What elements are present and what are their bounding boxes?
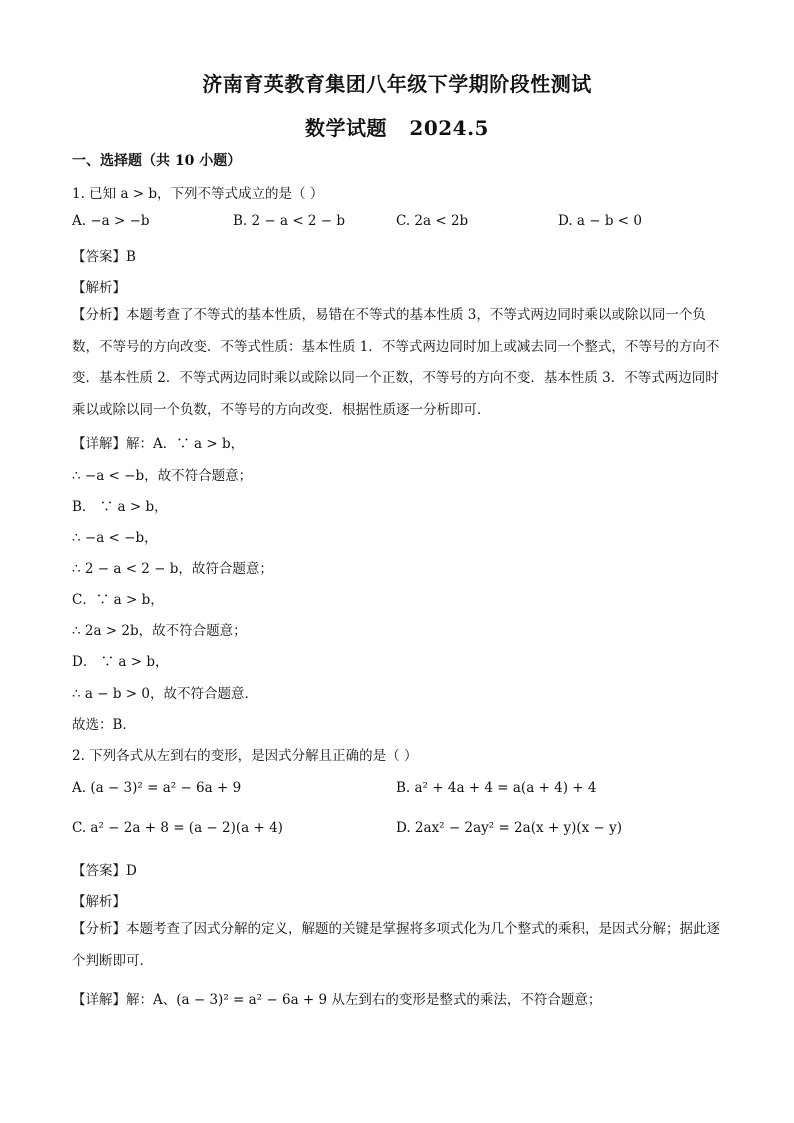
- q2-option-a: A. (a − 3)² = a² − 6a + 9: [72, 780, 242, 796]
- q1-answer: 【答案】B: [72, 249, 136, 265]
- q2-option-b: B. a² + 4a + 4 = a(a + 4) + 4: [396, 780, 597, 796]
- q2-analysis: 【分析】本题考查了因式分解的定义，解题的关键是掌握将多项式化为几个整式的乘积，是因式分解；据此逐个判断即可．: [72, 921, 720, 969]
- document-subtitle: 数学试题 2024.5: [305, 116, 489, 140]
- q1-detail-line: 【详解】解：A．∵ a > b，: [72, 436, 245, 452]
- q1-option-d: D. a − b < 0: [558, 213, 642, 229]
- q1-analysis: 【分析】本题考查了不等式的基本性质，易错在不等式的基本性质 3，不等式两边同时乘以或除以同一个负数，不等号的方向改变．不等式性质：基本性质 1．不等式两边同时加上或减去同一个整式，不等号的方向不变．基本性质 2．不等式两边同时乘以或除以同一个正数，不等号的方向不变．基本性质 3．不等式两边同时乘以或除以同一个负数，不等号的方向改变．根据性质逐一分析即可．: [72, 307, 720, 418]
- q1-detail-line: ∴ 2 − a < 2 − b，故符合题意；: [72, 561, 273, 577]
- q1-detail-line: ∴ a − b > 0，故不符合题意．: [72, 686, 258, 702]
- q1-option-b: B. 2 − a < 2 − b: [233, 213, 346, 229]
- q1-detail-line: ∴ −a < −b，: [72, 530, 158, 546]
- q1-option-c: C. 2a < 2b: [396, 213, 469, 229]
- q2-jiexi-label: 【解析】: [72, 894, 126, 910]
- q2-answer: 【答案】D: [72, 863, 137, 879]
- q2-option-c: C. a² − 2a + 8 = (a − 2)(a + 4): [72, 820, 283, 836]
- q2-option-d: D. 2ax² − 2ay² = 2a(x + y)(x − y): [396, 820, 623, 836]
- q1-conclusion: 故选：B．: [72, 717, 136, 733]
- document-title: 济南育英教育集团八年级下学期阶段性测试: [202, 72, 592, 96]
- q2-stem: 2. 下列各式从左到右的变形，是因式分解且正确的是（ ）: [72, 748, 418, 764]
- q1-detail-line: B． ∵ a > b，: [72, 499, 168, 515]
- q2-detail-line: 【详解】解：A、(a − 3)² = a² − 6a + 9 从左到右的变形是整式的乘法，不符合题意；: [72, 992, 602, 1008]
- q1-jiexi-label: 【解析】: [72, 280, 126, 296]
- q1-detail-line: ∴ 2a > 2b，故不符合题意；: [72, 623, 247, 639]
- q1-detail-line: C．∵ a > b，: [72, 592, 164, 608]
- q1-detail-line: D． ∵ a > b，: [72, 654, 169, 670]
- section-heading: 一、选择题（共 10 小题）: [72, 153, 242, 169]
- q1-stem: 1. 已知 a > b，下列不等式成立的是（ ）: [72, 186, 324, 202]
- q1-option-a: A. −a > −b: [72, 213, 150, 229]
- q1-detail-line: ∴ −a < −b，故不符合题意；: [72, 468, 253, 484]
